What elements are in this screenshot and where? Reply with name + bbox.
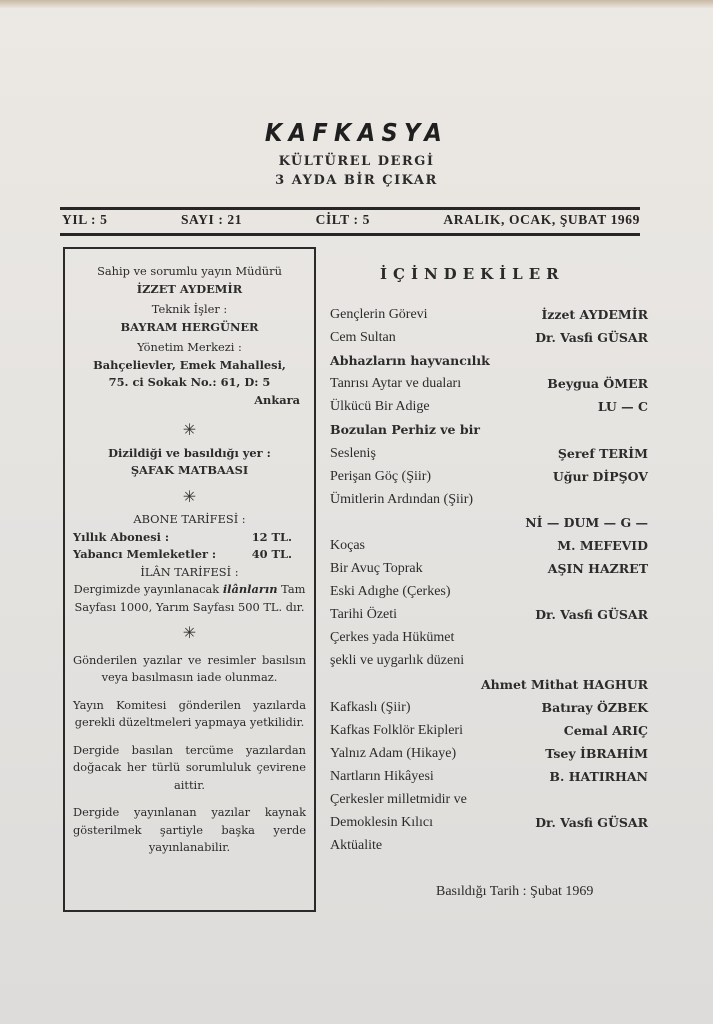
toc-article-title: Demoklesin Kılıcı <box>330 815 434 831</box>
note-submissions: Gönderilen yazılar ve resimler basılsın veya basılmasın iade olunmaz. <box>73 652 306 684</box>
page-top-edge <box>0 0 713 8</box>
imprint-box <box>63 247 316 912</box>
toc-author: Dr. Vasfi GÜSAR <box>535 330 648 346</box>
toc-author: Nİ — DUM — G — <box>525 514 648 530</box>
magazine-subtitle: KÜLTÜREL DERGİ <box>278 154 435 169</box>
issue-year: YIL : 5 <box>62 212 108 227</box>
toc-entry <box>330 557 648 580</box>
note-translations: Dergide basılan tercüme yazılardan doğacak her türlü sorumluluk çevirene aittir. <box>73 742 306 792</box>
subscription-price: 40 TL. <box>251 547 292 561</box>
magazine-title: KAFKASYA <box>264 118 449 147</box>
toc-entry <box>330 788 648 811</box>
asterisk-divider-icon: ✳ <box>182 623 197 642</box>
owner-label: Sahip ve sorumlu yayın Müdürü <box>97 264 282 278</box>
toc-article-title: Abhazların hayvancılık <box>330 353 490 369</box>
toc-author: Şeref TERİM <box>557 445 648 461</box>
toc-entry <box>330 442 648 465</box>
issue-volume: CİLT : 5 <box>315 212 370 227</box>
toc-article-title: Bozulan Perhiz ve bir <box>330 422 480 438</box>
toc-entry <box>330 673 648 696</box>
toc-entry <box>330 534 648 557</box>
toc-entry <box>330 372 648 395</box>
office-address-line1: Bahçelievler, Emek Mahallesi, <box>93 357 286 372</box>
toc-entry <box>330 511 648 534</box>
toc-article-title: Yalnız Adam (Hikaye) <box>330 745 457 761</box>
ad-rates-text-italic: ilânların <box>222 582 278 596</box>
toc-article-title: Sesleniş <box>330 445 376 461</box>
toc-author: Dr. Vasfi GÜSAR <box>535 815 648 831</box>
toc-article-title: Gençlerin Görevi <box>330 307 428 322</box>
toc-article-title: Bir Avuç Toprak <box>330 561 423 577</box>
issue-bar-bottom-rule <box>60 233 640 236</box>
issue-bar-top-rule <box>60 207 640 210</box>
toc-article-title: Ümitlerin Ardından (Şiir) <box>330 491 474 507</box>
toc-entry <box>330 719 648 742</box>
toc-entry <box>330 765 648 788</box>
toc-article-title: Koças <box>330 537 365 553</box>
toc-article-title: Ülkücü Bir Adige <box>330 399 430 415</box>
toc-entry <box>330 834 648 857</box>
toc-entry <box>330 488 648 511</box>
toc-entry <box>330 603 648 626</box>
toc-article-title: Cem Sultan <box>330 330 396 346</box>
note-reprint: Dergide yayınlanan yazılar kaynak gösterilmek şartiyle başka yerde yayınlanabilir. <box>73 805 306 854</box>
issue-number: SAYI : 21 <box>180 212 243 227</box>
toc-entry <box>330 326 648 349</box>
toc-entry <box>330 696 648 719</box>
toc-article-title: Tarihi Özeti <box>330 607 398 623</box>
note-editing: Yayın Komitesi gönderilen yazılarda gerekli düzeltmeleri yapmaya yetkilidir. <box>73 697 306 729</box>
toc-entry <box>330 742 648 765</box>
toc-author: AŞIN HAZRET <box>547 561 648 577</box>
tech-label: Teknik İşler : <box>151 302 228 316</box>
office-address-line2: 75. ci Sokak No.: 61, D: 5 <box>108 375 271 389</box>
toc-article-title: Aktüalite <box>330 838 383 854</box>
toc-entry <box>330 649 648 672</box>
toc-author: İzzet AYDEMİR <box>541 307 648 322</box>
table-of-contents <box>330 303 648 857</box>
toc-author: Uğur DİPŞOV <box>552 468 648 484</box>
toc-author: Cemal ARIÇ <box>563 722 648 738</box>
toc-author: B. HATIRHAN <box>549 768 648 784</box>
toc-article-title: Nartların Hikâyesi <box>330 768 434 784</box>
toc-author: Dr. Vasfi GÜSAR <box>535 607 648 623</box>
toc-entry <box>330 811 648 834</box>
issue-bar <box>62 212 640 228</box>
toc-article-title: Tanrısı Aytar ve duaları <box>330 376 462 392</box>
toc-article-title: Eski Adıghe (Çerkes) <box>330 584 451 600</box>
subscription-row-foreign <box>73 546 306 564</box>
toc-article-title: Perişan Göç (Şiir) <box>330 468 432 484</box>
contents-title: İÇİNDEKİLER <box>380 265 565 283</box>
subscription-label: Yıllık Abonesi : <box>73 529 170 544</box>
subscription-price: 12 TL. <box>251 529 292 544</box>
ad-rates-text-part: Dergimizde yayınlanacak <box>73 582 220 596</box>
asterisk-divider-icon: ✳ <box>182 420 197 439</box>
ad-rates-title: İLÂN TARİFESİ : <box>140 564 239 579</box>
ad-rates-text-part: Tam Sayfası 1000, Yarım Sayfası 500 TL. dır. <box>74 582 306 614</box>
subscription-title: ABONE TARİFESİ : <box>133 512 246 526</box>
toc-article-title: Çerkesler milletmidir ve <box>330 791 467 807</box>
publication-frequency: 3 AYDA BİR ÇIKAR <box>275 173 438 188</box>
asterisk-divider-icon: ✳ <box>182 486 197 506</box>
toc-article-title: Çerkes yada Hükümet <box>330 630 455 646</box>
issue-period: ARALIK, OCAK, ŞUBAT 1969 <box>443 212 640 227</box>
owner-name: İZZET AYDEMİR <box>136 281 243 296</box>
toc-author: LU — C <box>597 399 648 415</box>
office-label: Yönetim Merkezi : <box>137 340 242 354</box>
toc-entry <box>330 580 648 603</box>
toc-entry <box>330 465 648 488</box>
toc-entry <box>330 626 648 649</box>
print-label: Dizildiği ve basıldığı yer : <box>108 445 271 460</box>
toc-author: Tsey İBRAHİM <box>545 745 648 761</box>
toc-author: M. MEFEVID <box>557 537 648 553</box>
subscription-row-annual <box>73 529 306 547</box>
toc-author: Beygua ÖMER <box>547 376 648 392</box>
toc-article-title: Kafkas Folklör Ekipleri <box>330 722 463 738</box>
toc-entry <box>330 349 648 372</box>
toc-entry <box>330 303 648 326</box>
toc-article-title: şekli ve uygarlık düzeni <box>330 653 465 669</box>
print-house-name: ŞAFAK MATBAASI <box>130 463 249 477</box>
toc-author: Ahmet Mithat HAGHUR <box>480 676 648 692</box>
toc-entry <box>330 418 648 441</box>
subscription-label: Yabancı Memleketler : <box>73 547 217 561</box>
office-city: Ankara <box>254 392 300 407</box>
print-date: Basıldığı Tarih : Şubat 1969 <box>436 884 594 899</box>
toc-entry <box>330 395 648 418</box>
toc-author: Batıray ÖZBEK <box>541 699 648 715</box>
ad-rates-text <box>73 581 306 616</box>
toc-article-title: Kafkaslı (Şiir) <box>330 699 411 715</box>
tech-name: BAYRAM HERGÜNER <box>120 319 259 334</box>
